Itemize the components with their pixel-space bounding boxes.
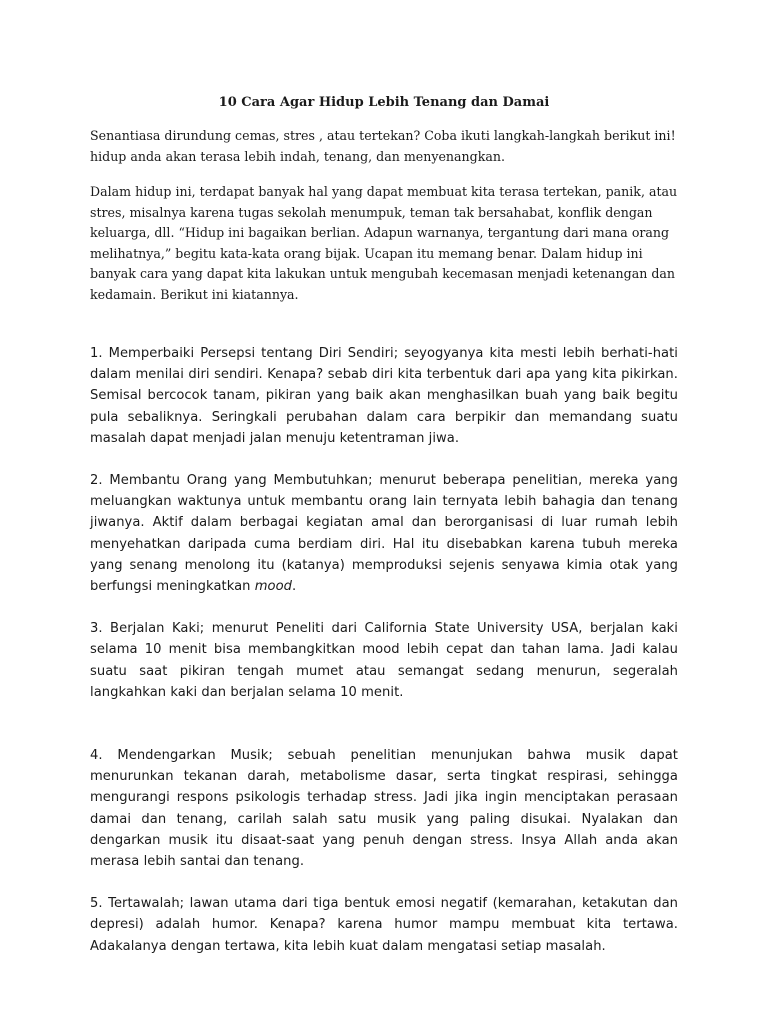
tip-paragraph-5: 5. Tertawalah; lawan utama dari tiga bentuk emosi negatif (kemarahan, ketakutan dan depresi) adalah humor. Kenapa? karena humor mampu membuat kita tertawa. Adakalanya dengan tertawa, kita lebih kuat dalam mengatasi setiap masalah. — [90, 896, 678, 954]
intro-paragraph-2: Dalam hidup ini, terdapat banyak hal yang dapat membuat kita terasa tertekan, panik, atau stres, misalnya karena tugas sekolah menumpuk, teman tak bersahabat, konflik dengan keluarga, dll. “Hidup ini bagaikan berlian. Adapun warnanya, tergantung dari mana orang melihatnya,” begitu kata-kata orang bijak. Ucapan itu memang benar. Dalam hidup ini banyak cara yang dapat kita lakukan untuk mengubah kecemasan menjadi ketenangan dan kedamain. Berikut ini kiatannya. — [90, 184, 678, 302]
intro-paragraph-1: Senantiasa dirundung cemas, stres , atau tertekan? Coba ikuti langkah-langkah berikut ini! hidup anda akan terasa lebih indah, tenang, dan menyenangkan. — [90, 128, 676, 164]
tip-paragraph-2 — [90, 470, 678, 597]
tip-paragraph-2-end: . — [292, 579, 297, 595]
document-page — [90, 0, 678, 957]
tip-paragraph-2-text: 2. Membantu Orang yang Membutuhkan; menurut beberapa penelitian, mereka yang meluangkan waktunya untuk membantu orang lain ternyata lebih bahagia dan tenang jiwanya. Aktif dalam berbagai kegiatan amal dan berorganisasi di luar rumah lebih menyehatkan daripada cuma berdiam diri. Hal itu disebabkan karena tubuh mereka yang senang menolong itu (katanya) memproduksi sejenis senyawa kimia otak yang berfungsi meningkatkan — [90, 473, 678, 595]
document-title: 10 Cara Agar Hidup Lebih Tenang dan Damai — [218, 95, 550, 110]
tip-paragraph-2-italic-word: mood — [254, 579, 293, 595]
tip-paragraph-4: 4. Mendengarkan Musik; sebuah penelitian menunjukan bahwa musik dapat menurunkan tekanan darah, metabolisme dasar, serta tingkat respirasi, sehingga mengurangi respons psikologis terhadap stress. Jadi jika ingin menciptakan perasaan damai dan tenang, carilah salah satu musik yang paling disukai. Nyalakan dan dengarkan musik itu disaat-saat yang penuh dengan stress. Insya Allah anda akan merasa lebih santai dan tenang. — [90, 748, 678, 870]
tip-paragraph-1: 1. Memperbaiki Persepsi tentang Diri Sendiri; seyogyanya kita mesti lebih berhati-hati dalam menilai diri sendiri. Kenapa? sebab diri kita terbentuk dari apa yang kita pikirkan. Semisal bercocok tanam, pikiran yang baik akan menghasilkan buah yang baik begitu pula sebaliknya. Seringkali perubahan dalam cara berpikir dan memandang suatu masalah dapat menjadi jalan menuju ketentraman jiwa. — [90, 346, 678, 446]
tip-paragraph-3: 3. Berjalan Kaki; menurut Peneliti dari California State University USA, berjalan kaki selama 10 menit bisa membangkitkan mood lebih cepat dan tahan lama. Jadi kalau suatu saat pikiran tengah mumet atau semangat sedang menurun, segeralah langkahkan kaki dan berjalan selama 10 menit. — [90, 621, 678, 700]
